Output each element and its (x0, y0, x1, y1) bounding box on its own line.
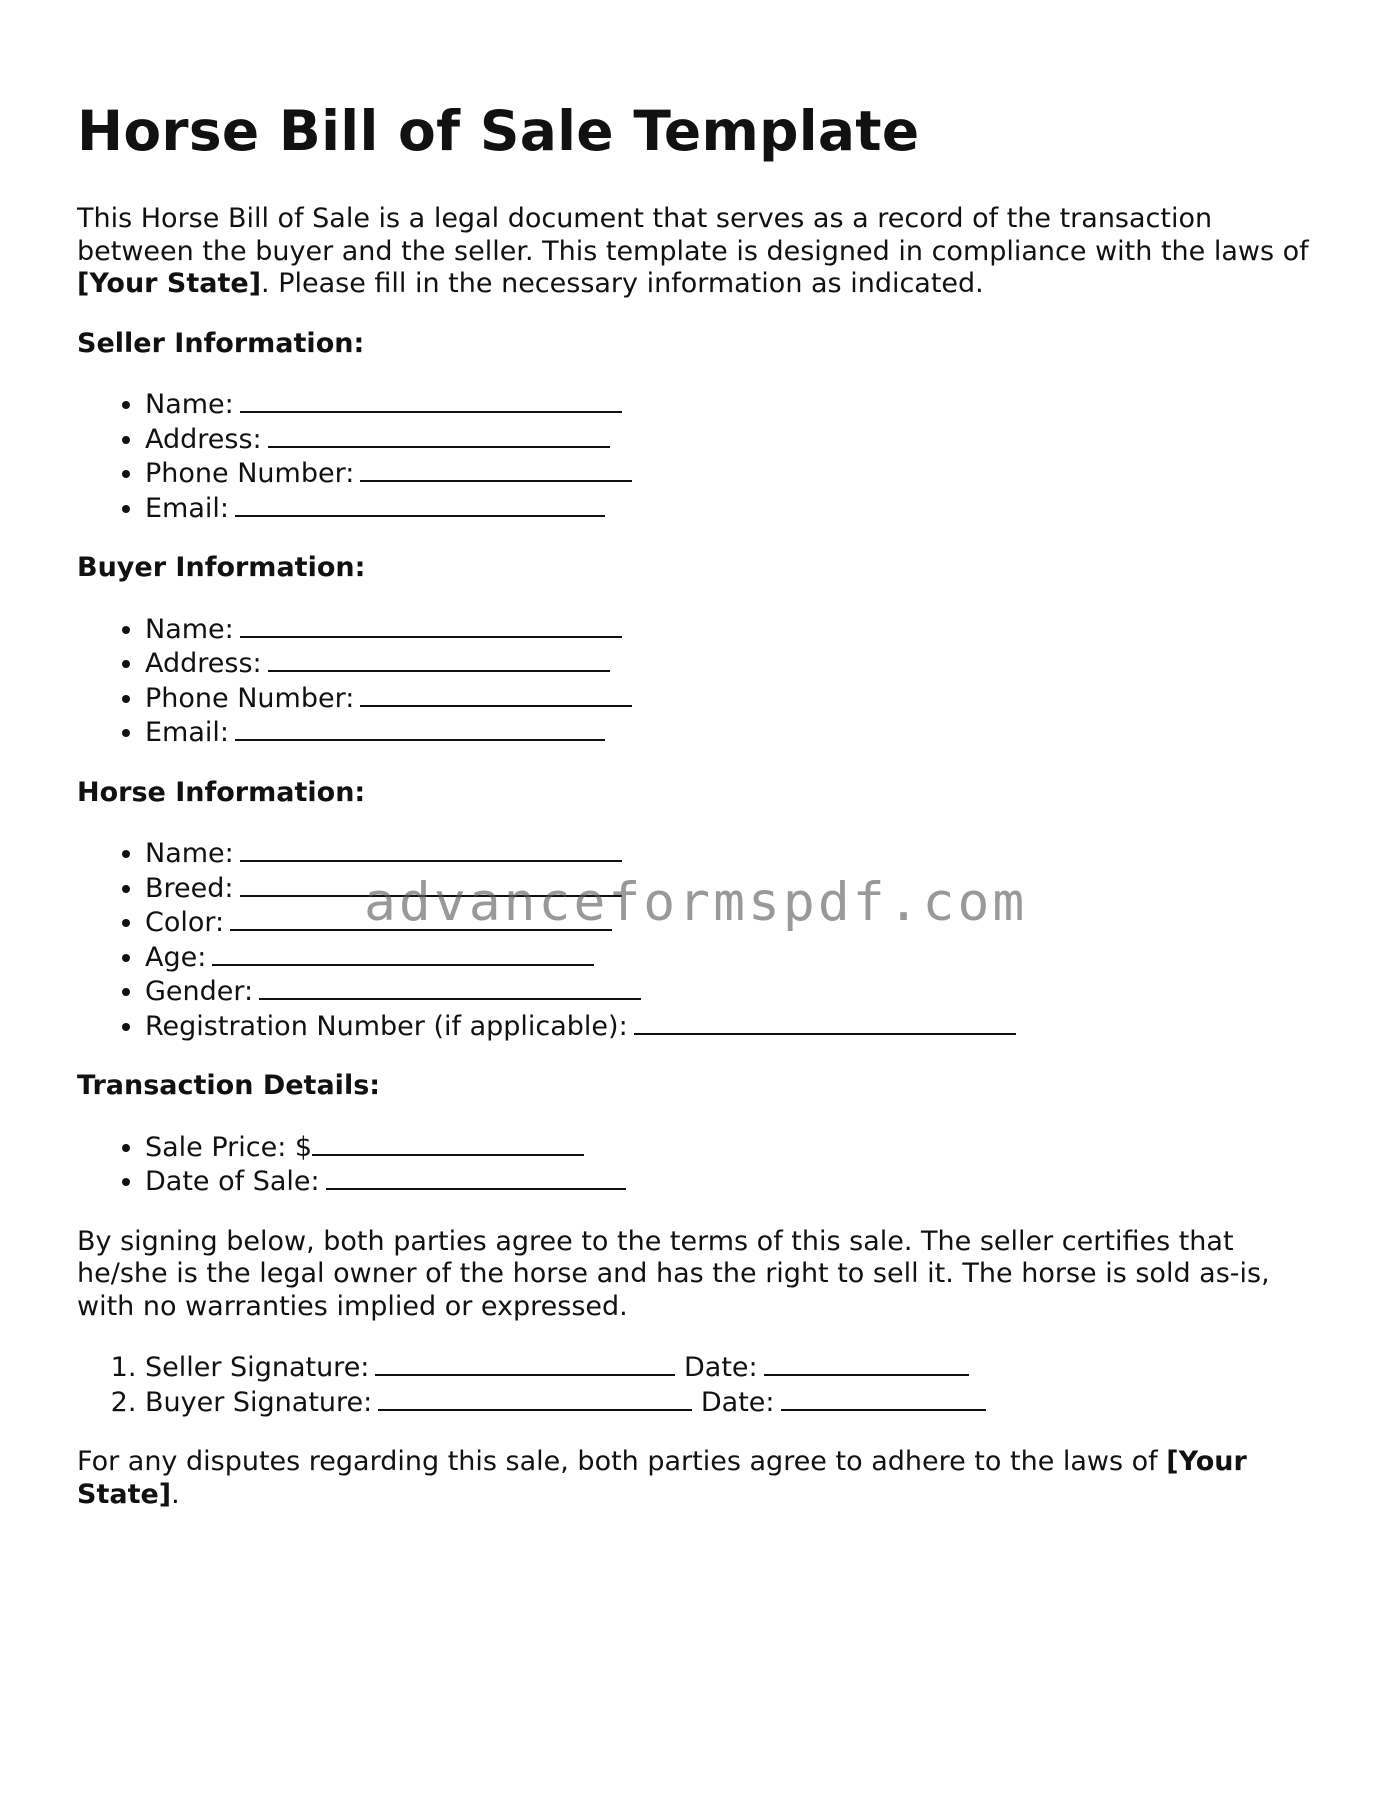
list-item (145, 681, 1327, 716)
list-item (145, 1350, 1327, 1385)
buyer-signature-blank[interactable] (378, 1385, 692, 1411)
seller-fields-list (77, 387, 1327, 525)
field-label: Date: (700, 1386, 775, 1418)
field-label: Name: (145, 389, 234, 420)
disputes-paragraph (77, 1446, 1327, 1511)
buyer-address-blank[interactable] (268, 646, 610, 672)
list-item (145, 491, 1327, 526)
buyer-phone-blank[interactable] (360, 681, 632, 707)
field-label: Buyer Signature: (145, 1386, 373, 1418)
field-label: Name: (145, 613, 234, 645)
seller-email-blank[interactable] (235, 491, 605, 517)
list-item (145, 456, 1327, 491)
field-label: Breed: (145, 872, 234, 904)
list-item (145, 422, 1327, 457)
field-label: Registration Number (if applicable): (145, 1010, 628, 1042)
field-label: Phone Number: (145, 458, 355, 489)
field-label: Gender: (145, 976, 254, 1007)
list-item (145, 1130, 1327, 1165)
field-label: Date of Sale: (145, 1166, 320, 1197)
seller-signature-blank[interactable] (375, 1350, 675, 1376)
disputes-text-end: . (171, 1478, 180, 1510)
seller-phone-blank[interactable] (360, 456, 632, 482)
field-label: Name: (145, 838, 234, 869)
field-label: Email: (145, 492, 230, 524)
list-item (145, 1009, 1327, 1044)
document-page (77, 92, 1327, 1511)
horse-age-blank[interactable] (212, 940, 594, 966)
list-item (145, 715, 1327, 750)
horse-name-blank[interactable] (240, 836, 622, 862)
field-label: Phone Number: (145, 682, 355, 714)
intro-text-end: . Please fill in the necessary information as indicated. (261, 268, 984, 299)
list-item (145, 646, 1327, 681)
intro-paragraph (77, 203, 1327, 301)
horse-registration-blank[interactable] (634, 1009, 1016, 1035)
list-item (145, 836, 1327, 871)
field-label: Address: (145, 423, 262, 455)
field-label: Address: (145, 648, 262, 679)
intro-text: This Horse Bill of Sale is a legal document that serves as a record of the transaction between the buyer and the seller. This template is designed in compliance with the laws of (77, 203, 1309, 267)
seller-date-blank[interactable] (764, 1350, 969, 1376)
horse-heading: Horse Information: (77, 776, 366, 808)
field-label: Seller Signature: (145, 1352, 370, 1383)
buyer-email-blank[interactable] (235, 715, 605, 741)
buyer-heading: Buyer Information: (77, 552, 366, 583)
buyer-fields-list (77, 612, 1327, 750)
field-label: Date: (684, 1352, 758, 1383)
field-label: Age: (145, 941, 207, 973)
list-item (145, 1385, 1327, 1420)
field-label: Sale Price: $ (145, 1131, 313, 1163)
agreement-paragraph: By signing below, both parties agree to the terms of this sale. The seller certifies that he/she is the legal owner of the horse and has the right to sell it. The horse is sold as-is, with no warranties implied or expressed. (77, 1225, 1270, 1322)
seller-heading: Seller Information: (77, 327, 365, 359)
field-label: Email: (145, 717, 230, 748)
list-item (145, 974, 1327, 1009)
page-title: Horse Bill of Sale Template (77, 99, 920, 163)
list-item (145, 387, 1327, 422)
seller-address-blank[interactable] (268, 422, 610, 448)
transaction-heading: Transaction Details: (77, 1070, 381, 1101)
buyer-date-blank[interactable] (781, 1385, 986, 1411)
horse-gender-blank[interactable] (259, 974, 641, 1000)
disputes-text: For any disputes regarding this sale, both parties agree to adhere to the laws of (77, 1446, 1167, 1477)
list-item (145, 612, 1327, 647)
list-item (145, 940, 1327, 975)
signature-list (77, 1350, 1327, 1419)
buyer-name-blank[interactable] (240, 612, 622, 638)
seller-name-blank[interactable] (240, 387, 622, 413)
disputes-state-placeholder: [Your State] (77, 1446, 1247, 1510)
field-label: Color: (145, 907, 225, 938)
list-item (145, 1164, 1327, 1199)
transaction-fields-list (77, 1130, 1327, 1199)
sale-price-blank[interactable] (312, 1130, 584, 1156)
date-of-sale-blank[interactable] (326, 1164, 626, 1190)
watermark: advanceformspdf.com (364, 872, 1028, 933)
horse-fields-list (77, 836, 1327, 1043)
intro-state-placeholder: [Your State] (77, 268, 262, 299)
